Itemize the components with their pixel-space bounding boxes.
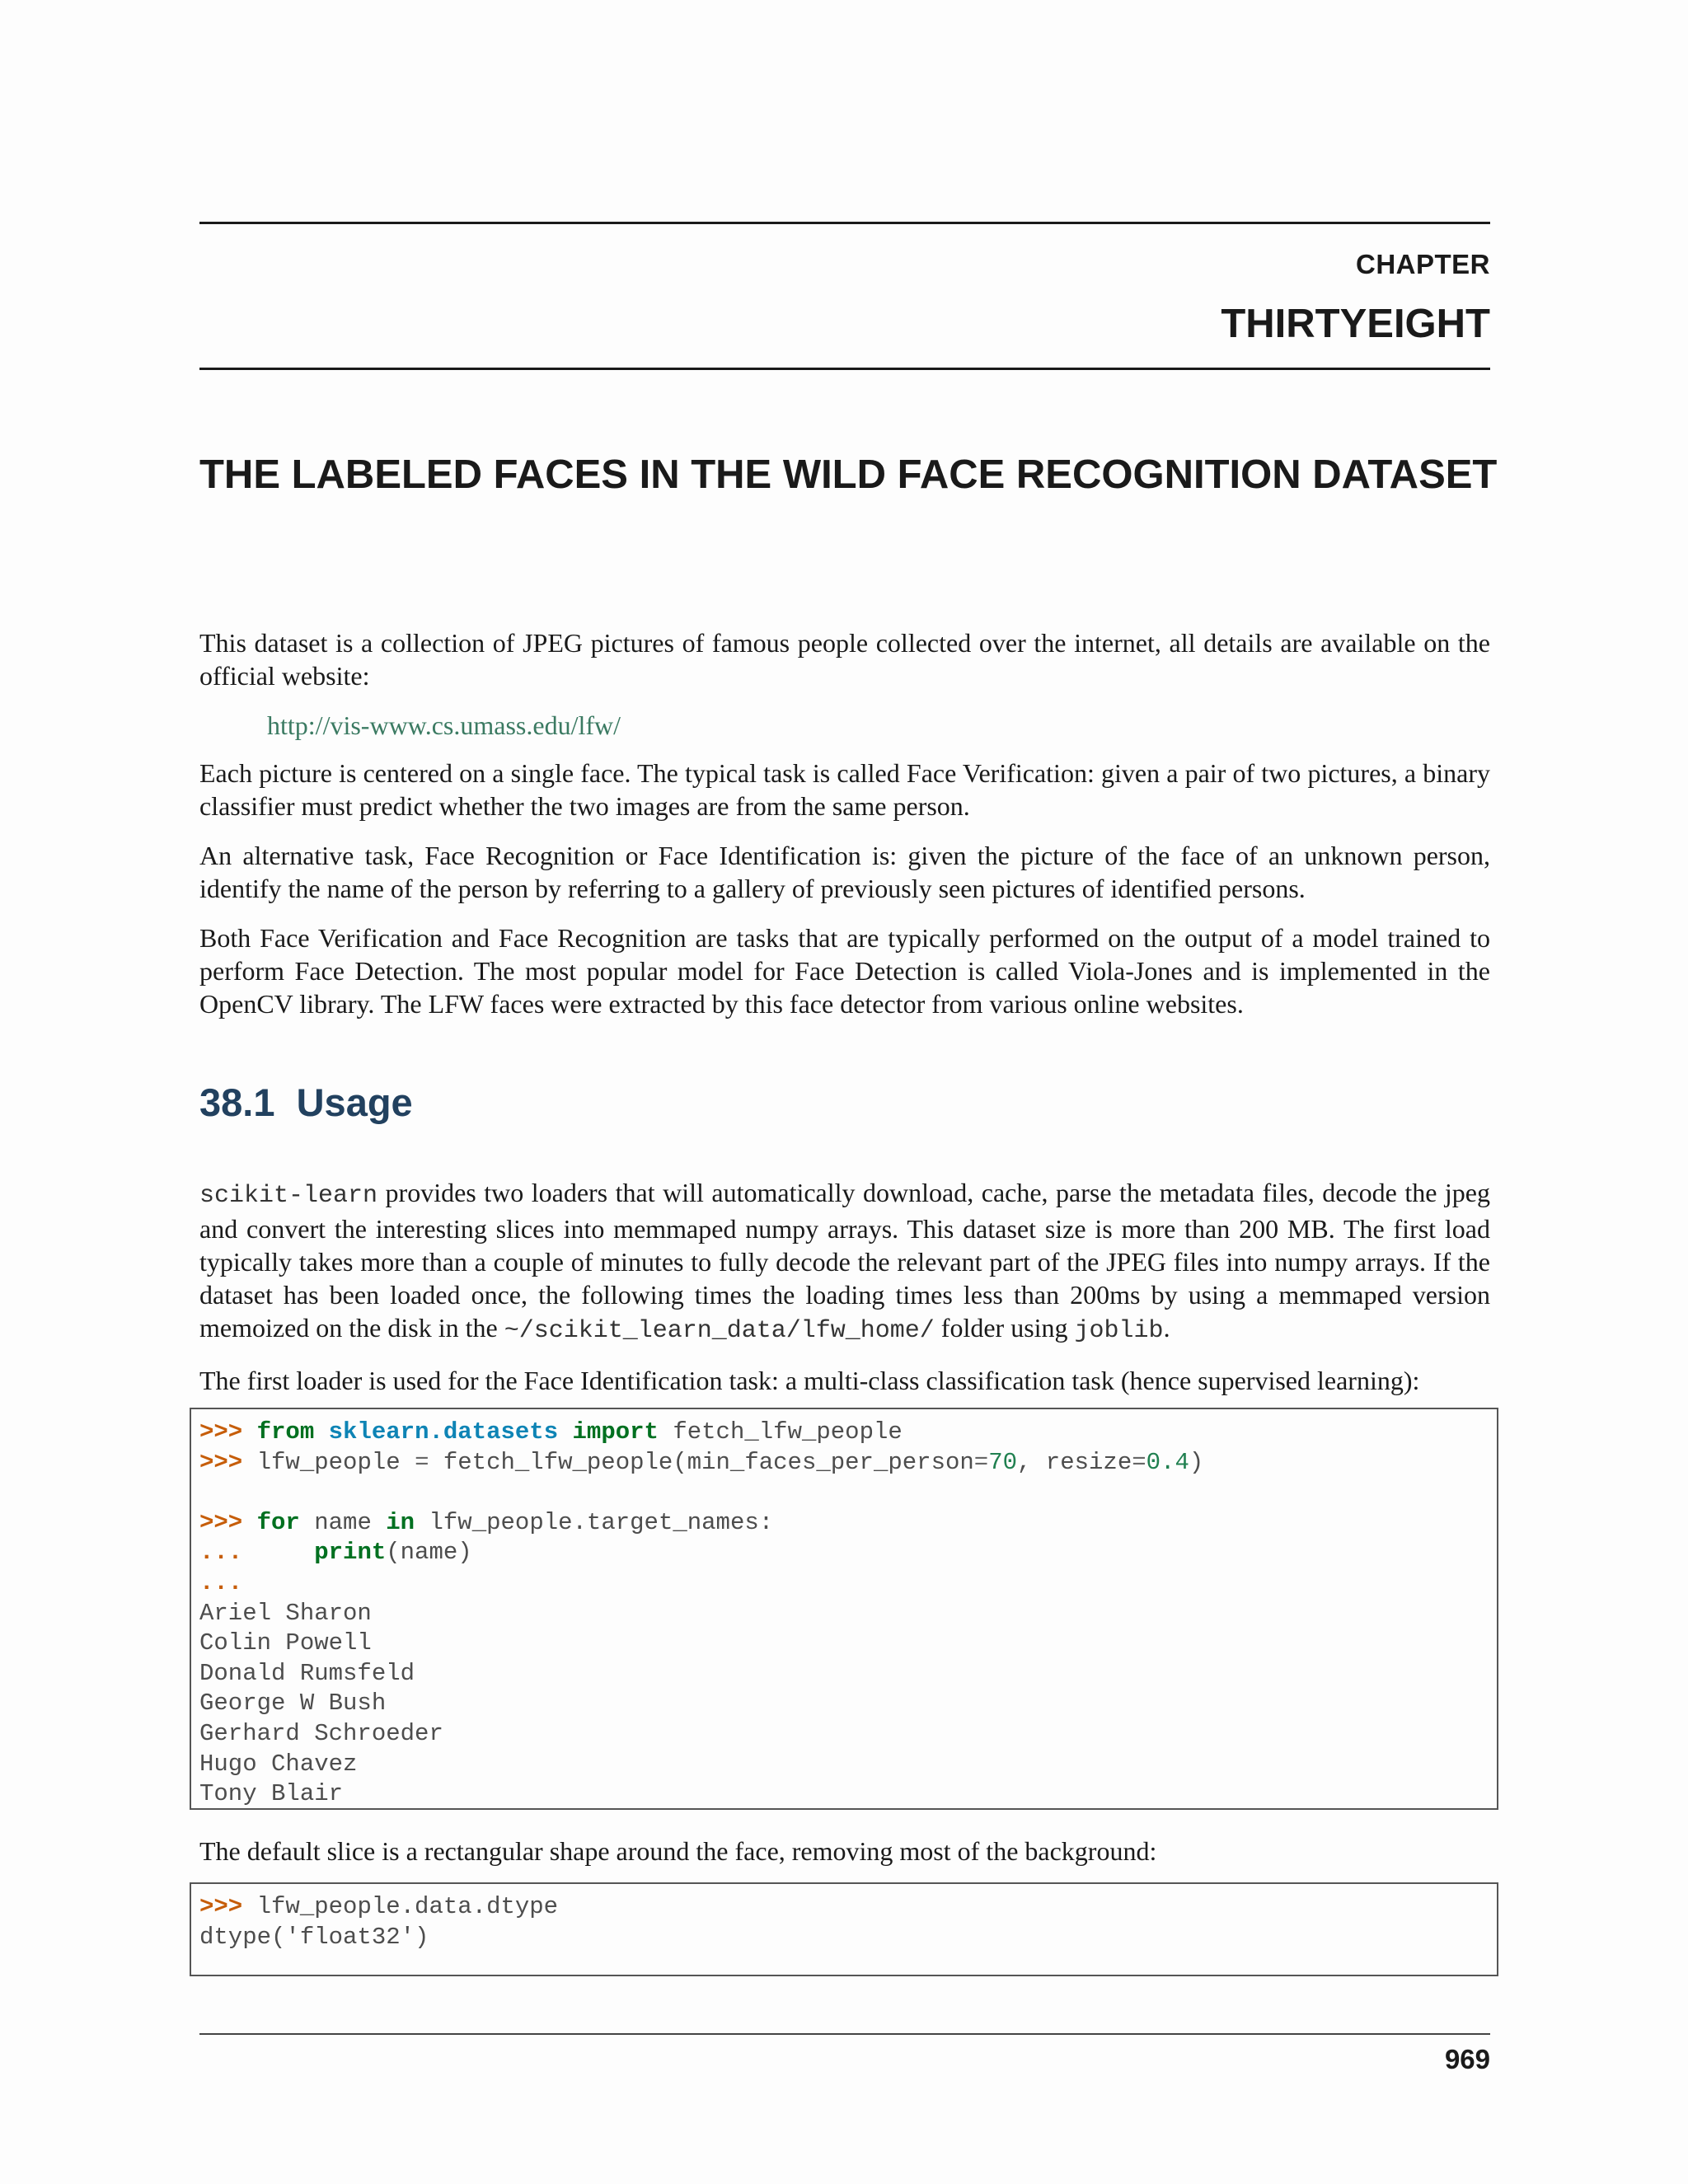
usage-paragraph-3: The default slice is a rectangular shape around the face, removing most of the background: [199,1836,1157,1866]
intro-paragraph-1: This dataset is a collection of JPEG pictures of famous people collected over the internet, all details are available on the official website: [199,628,1490,691]
intro-paragraph-4: Both Face Verification and Face Recognition are tasks that are typically performed on the output of a model trained to perform Face Detection. The most popular model for Face Detection is called Viola-Jones and is implemented in the OpenCV library. The LFW faces were extracted by this face detector from various online websites. [199,923,1490,1019]
intro-paragraph-2: Each picture is centered on a single face. The typical task is called Face Verification: given a pair of two pictures, a binary classifier must predict whether the two images are from the same person. [199,758,1490,821]
code-output-line: Donald Rumsfeld [199,1659,415,1687]
code-output-line: dtype('float32') [199,1923,429,1951]
section-heading-usage [199,1080,413,1125]
chapter-title: THE LABELED FACES IN THE WILD FACE RECOGNITION DATASET [199,452,1498,497]
code-block-fetch-people[interactable] [190,1408,1498,1810]
code-output-line: Hugo Chavez [199,1750,358,1778]
usage-text-a: provides two loaders that will automatically download, cache, parse the metadata files, decode the jpeg and convert the interesting slices into memmaped numpy arrays. This dataset size is more than 200 MB. The first load typically takes more than a couple of minutes to fully decode the relevant part of the JPEG files into numpy arrays. If the dataset has been loaded once, the following times the loading times less than 200ms by using a memmaped version memoized on the disk in the [199,1178,1490,1343]
code-line: >>> lfw_people.data.dtype [199,1893,559,1920]
usage-paragraph-2: The first loader is used for the Face Identification task: a multi-class classification task (hence supervised learning): [199,1366,1420,1395]
intro-section [199,626,1490,1037]
code-output-line: Colin Powell [199,1629,372,1657]
code-line: >>> lfw_people = fetch_lfw_people(min_faces_per_person=70, resize=0.4) [199,1448,1204,1476]
code-output-line: Ariel Sharon [199,1599,372,1627]
section-number: 38.1 [199,1080,275,1124]
footer-rule [199,2033,1490,2035]
chapter-number: THIRTYEIGHT [1221,302,1490,346]
inline-code-path: ~/scikit_learn_data/lfw_home/ [504,1317,935,1345]
usage-text-b: folder using [934,1313,1075,1343]
code-blank-line [199,1478,1489,1508]
lfw-website-link[interactable]: http://vis-www.cs.umass.edu/lfw/ [267,710,621,740]
code-output-line: Gerhard Schroeder [199,1719,443,1747]
code-line: >>> from sklearn.datasets import fetch_lfw_people [199,1418,903,1446]
usage-text-c: . [1163,1313,1170,1343]
chapter-bottom-rule [199,368,1490,370]
chapter-label: CHAPTER [1355,249,1490,279]
inline-code-scikit-learn: scikit-learn [199,1182,378,1210]
page-number: 969 [1444,2044,1490,2074]
code-output-line: Tony Blair [199,1780,344,1808]
usage-paragraph-1 [199,1176,1490,1347]
code-output-line: George W Bush [199,1690,387,1718]
default-slice-section [199,1835,1490,1884]
code-line: ... print(name) [199,1539,472,1567]
code-block-dtype[interactable] [190,1882,1498,1976]
chapter-top-rule [199,222,1490,224]
code-line: ... [199,1568,243,1596]
usage-section [199,1176,1490,1413]
code-line: >>> for name in lfw_people.target_names: [199,1508,774,1536]
inline-code-joblib: joblib [1074,1317,1164,1345]
intro-paragraph-3: An alternative task, Face Recognition or Face Identification is: given the picture of the face of an unknown person, identify the name of the person by referring to a gallery of previously seen pictures of identified persons. [199,841,1490,903]
section-title: Usage [296,1080,413,1124]
